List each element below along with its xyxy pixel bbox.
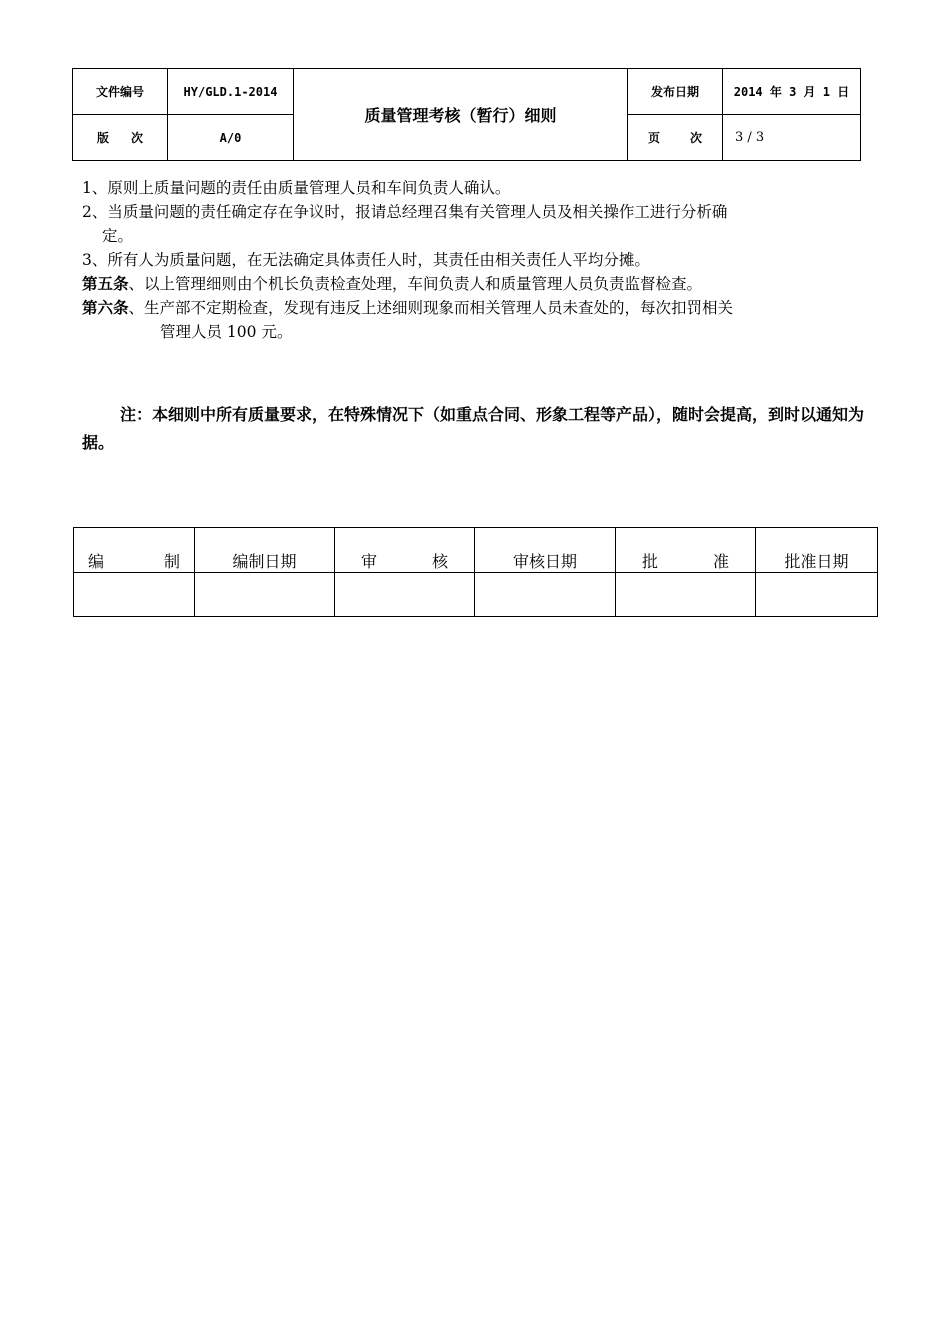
compile-date-cell: [195, 573, 335, 617]
approve-date-header: 批准日期: [756, 528, 878, 573]
document-body: [82, 176, 872, 344]
file-number-value: HY/GLD.1-2014: [168, 69, 294, 115]
approve-header: 批 准: [616, 528, 756, 573]
review-header: 审 核: [335, 528, 475, 573]
publish-date-value: 2014 年 3 月 1 日: [723, 69, 861, 115]
approval-table: [73, 527, 878, 617]
clause-item-2-line-1: 2、当质量问题的责任确定存在争议时，报请总经理召集有关管理人员及相关操作工进行分析确: [82, 203, 728, 221]
article-5: [82, 272, 872, 296]
page-label: 页 次: [628, 115, 723, 161]
article-6-line-1: [82, 296, 872, 320]
version-value: A/0: [168, 115, 294, 161]
review-date-header: 审核日期: [475, 528, 616, 573]
version-label: 版 次: [73, 115, 168, 161]
file-number-label: 文件编号: [73, 69, 168, 115]
review-cell: [335, 573, 475, 617]
clause-item-2-line-2: 定。: [102, 227, 134, 245]
page-number-value: 3 / 3: [723, 115, 861, 161]
compile-cell: [74, 573, 195, 617]
article-5-text: 、以上管理细则由个机长负责检查处理，车间负责人和质量管理人员负责监督检查。: [128, 275, 703, 293]
document-title: 质量管理考核（暂行）细则: [294, 69, 628, 161]
clause-item-3: 3、所有人为质量问题，在无法确定具体责任人时，其责任由相关责任人平均分摊。: [82, 251, 650, 269]
article-5-label: 第五条: [82, 274, 129, 293]
article-6-text: 、生产部不定期检查，发现有违反上述细则现象而相关管理人员未查处的，每次扣罚相关: [128, 299, 734, 317]
article-6-line-2: 管理人员 100 元。: [160, 323, 293, 341]
article-6-label: 第六条: [82, 298, 129, 317]
clause-item-1: 1、原则上质量问题的责任由质量管理人员和车间负责人确认。: [82, 179, 511, 197]
approve-date-cell: [756, 573, 878, 617]
compile-header: 编 制: [74, 528, 195, 573]
approve-cell: [616, 573, 756, 617]
publish-date-label: 发布日期: [628, 69, 723, 115]
document-header-table: [72, 68, 861, 161]
remark-note: 注：本细则中所有质量要求，在特殊情况下（如重点合同、形象工程等产品），随时会提高，到时以通知为据。: [82, 405, 865, 452]
review-date-cell: [475, 573, 616, 617]
compile-date-header: 编制日期: [195, 528, 335, 573]
